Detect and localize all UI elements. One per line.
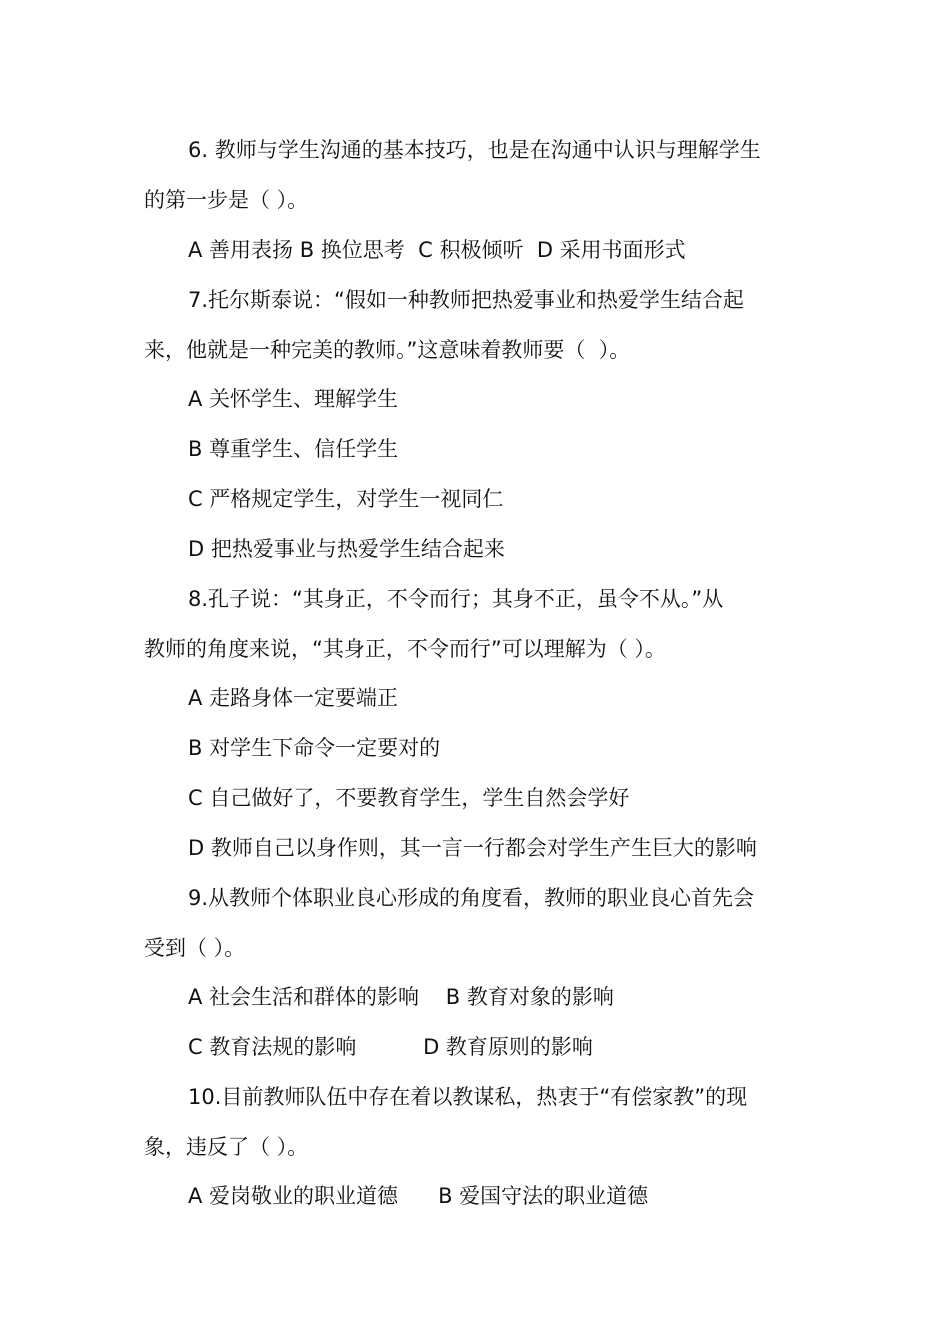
question-10-stem-line-1: 10.目前教师队伍中存在着以教谋私，热衷于“有偿家教”的现 bbox=[188, 1085, 748, 1109]
question-8-stem-line-1: 8.孔子说：“其身正，不令而行；其身不正，虽令不从。”从 bbox=[188, 587, 724, 611]
question-8-option-a: A 走路身体一定要端正 bbox=[188, 686, 399, 710]
question-9-options-ab: A 社会生活和群体的影响 B 教育对象的影响 bbox=[188, 985, 614, 1009]
question-9-stem-line-1: 9.从教师个体职业良心形成的角度看，教师的职业良心首先会 bbox=[188, 886, 755, 910]
question-6-stem-line-2: 的第一步是（ ）。 bbox=[144, 188, 309, 212]
question-10-stem-line-2: 象，违反了（ ）。 bbox=[144, 1135, 309, 1159]
question-7-stem-line-2: 来，他就是一种完美的教师。”这意味着教师要（ ）。 bbox=[144, 338, 631, 362]
question-9-options-cd: C 教育法规的影响 D 教育原则的影响 bbox=[188, 1035, 593, 1059]
question-8-stem-line-2: 教师的角度来说，“其身正，不令而行”可以理解为（ ）。 bbox=[144, 637, 666, 661]
question-7-option-d: D 把热爱事业与热爱学生结合起来 bbox=[188, 537, 505, 561]
question-10-options-ab: A 爱岗敬业的职业道德 B 爱国守法的职业道德 bbox=[188, 1184, 649, 1208]
question-6-options: A 善用表扬 B 换位思考 C 积极倾听 D 采用书面形式 bbox=[188, 238, 686, 262]
question-8-option-b: B 对学生下命令一定要对的 bbox=[188, 736, 441, 760]
question-8-option-c: C 自己做好了，不要教育学生，学生自然会学好 bbox=[188, 786, 630, 810]
question-7-option-c: C 严格规定学生，对学生一视同仁 bbox=[188, 487, 504, 511]
question-7-option-b: B 尊重学生、信任学生 bbox=[188, 437, 399, 461]
question-8-option-d: D 教师自己以身作则，其一言一行都会对学生产生巨大的影响 bbox=[188, 836, 757, 860]
question-7-stem-line-1: 7.托尔斯泰说：“假如一种教师把热爱事业和热爱学生结合起 bbox=[188, 288, 744, 312]
question-9-stem-line-2: 受到（ ）。 bbox=[144, 936, 246, 960]
question-7-option-a: A 关怀学生、理解学生 bbox=[188, 387, 399, 411]
question-6-stem-line-1: 6. 教师与学生沟通的基本技巧，也是在沟通中认识与理解学生 bbox=[188, 138, 761, 162]
